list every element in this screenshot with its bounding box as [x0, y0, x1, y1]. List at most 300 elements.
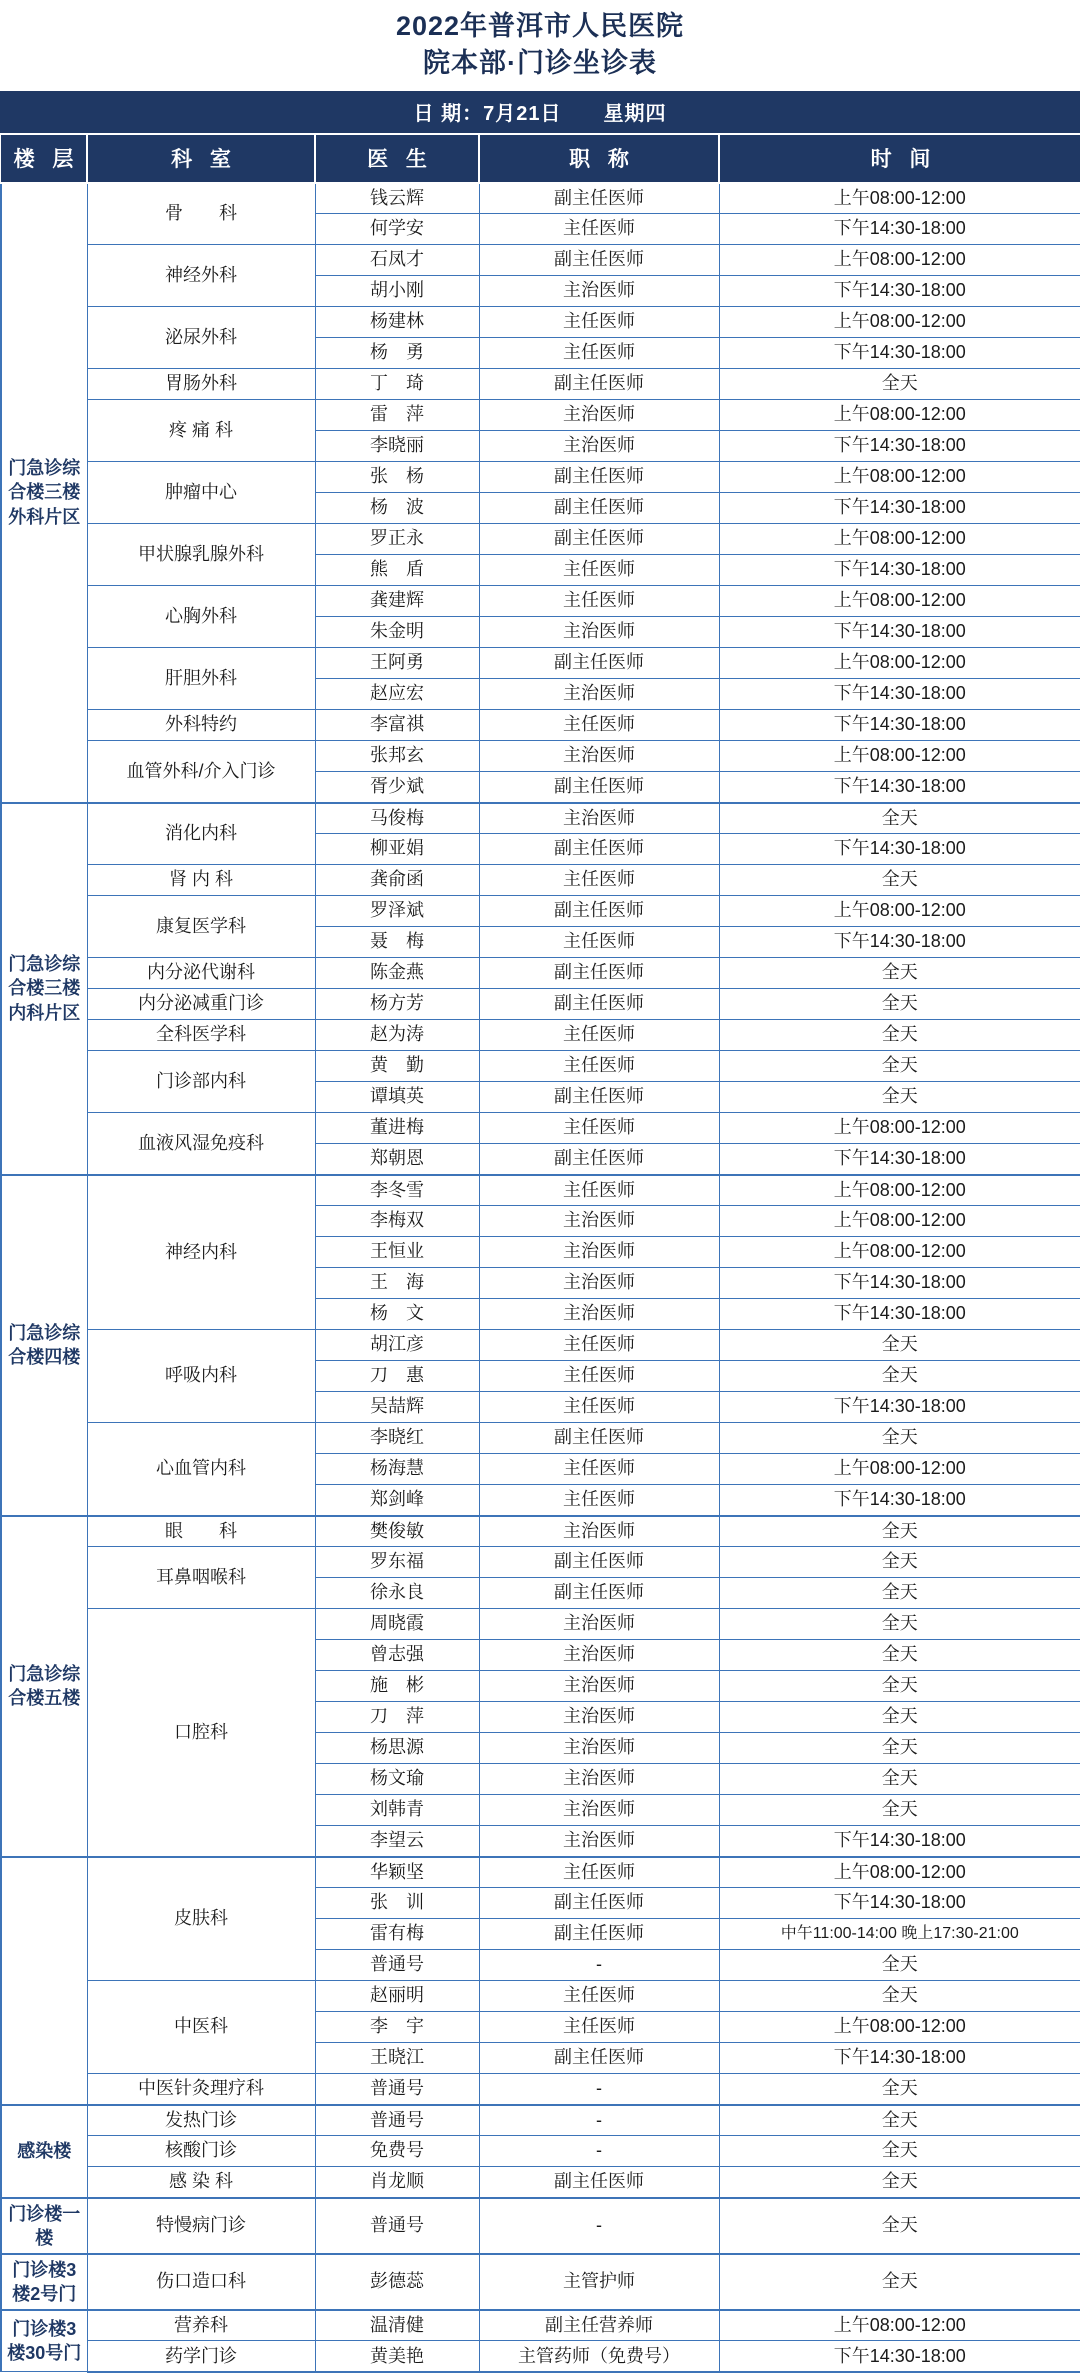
department-cell: 消化内科 [87, 803, 315, 865]
doctor-cell: 钱云辉 [315, 183, 479, 214]
rank-cell: 主任医师 [479, 1981, 719, 2012]
schedule-table [0, 135, 1080, 2373]
doctor-cell: 杨建林 [315, 307, 479, 338]
rank-cell: 副主任医师 [479, 1919, 719, 1950]
table-row [1, 183, 1080, 214]
floor-cell: 感染楼 [1, 2105, 87, 2198]
time-cell: 全天 [719, 2074, 1080, 2105]
department-cell: 心胸外科 [87, 586, 315, 648]
doctor-cell: 徐永良 [315, 1578, 479, 1609]
rank-cell: 副主任医师 [479, 1082, 719, 1113]
department-cell: 中医针灸理疗科 [87, 2074, 315, 2105]
department-cell: 神经内科 [87, 1175, 315, 1330]
department-cell: 骨 科 [87, 183, 315, 245]
time-cell: 下午14:30-18:00 [719, 1826, 1080, 1857]
rank-cell: 主治医师 [479, 1609, 719, 1640]
doctor-cell: 曾志强 [315, 1640, 479, 1671]
floor-cell: 门急诊综合楼四楼 [1, 1175, 87, 1516]
department-cell: 血管外科/介入门诊 [87, 741, 315, 803]
doctor-cell: 李晓红 [315, 1423, 479, 1454]
floor-cell: 门诊楼一楼 [1, 2198, 87, 2254]
floor-cell [1, 1857, 87, 2105]
doctor-cell: 赵丽明 [315, 1981, 479, 2012]
doctor-cell: 丁 琦 [315, 369, 479, 400]
department-cell: 胃肠外科 [87, 369, 315, 400]
time-cell: 全天 [719, 1609, 1080, 1640]
doctor-cell: 柳亚娟 [315, 834, 479, 865]
rank-cell: 主任医师 [479, 1020, 719, 1051]
doctor-cell: 陈金燕 [315, 958, 479, 989]
doctor-cell: 刀 萍 [315, 1702, 479, 1733]
time-cell: 下午14:30-18:00 [719, 2341, 1080, 2372]
rank-cell: 主治医师 [479, 1299, 719, 1330]
doctor-cell: 雷 萍 [315, 400, 479, 431]
time-cell: 下午14:30-18:00 [719, 1268, 1080, 1299]
department-cell: 口腔科 [87, 1609, 315, 1857]
time-cell: 上午08:00-12:00 [719, 1175, 1080, 1206]
rank-cell: 主管护师 [479, 2254, 719, 2310]
time-cell: 下午14:30-18:00 [719, 834, 1080, 865]
time-cell: 上午08:00-12:00 [719, 741, 1080, 772]
rank-cell: 主治医师 [479, 1702, 719, 1733]
doctor-cell: 杨思源 [315, 1733, 479, 1764]
rank-cell: 主治医师 [479, 679, 719, 710]
time-cell: 下午14:30-18:00 [719, 276, 1080, 307]
time-cell: 全天 [719, 1702, 1080, 1733]
rank-cell: 副主任医师 [479, 1144, 719, 1175]
department-cell: 耳鼻咽喉科 [87, 1547, 315, 1609]
rank-cell: 主任医师 [479, 1454, 719, 1485]
rank-cell: 副主任医师 [479, 772, 719, 803]
doctor-cell: 郑剑峰 [315, 1485, 479, 1516]
floor-cell: 门诊楼3楼30号门 [1, 2310, 87, 2372]
rank-cell: 副主任营养师 [479, 2310, 719, 2341]
department-cell: 疼 痛 科 [87, 400, 315, 462]
rank-cell: 副主任医师 [479, 183, 719, 214]
table-row [1, 2167, 1080, 2198]
doctor-cell: 刀 惠 [315, 1361, 479, 1392]
doctor-cell: 马俊梅 [315, 803, 479, 834]
time-cell: 全天 [719, 1547, 1080, 1578]
rank-cell: - [479, 2198, 719, 2254]
time-cell: 下午14:30-18:00 [719, 772, 1080, 803]
doctor-cell: 杨 波 [315, 493, 479, 524]
time-cell: 全天 [719, 1051, 1080, 1082]
time-cell: 全天 [719, 1423, 1080, 1454]
date-bar [0, 89, 1080, 135]
rank-cell: - [479, 2074, 719, 2105]
column-header-doctor: 医 生 [315, 135, 479, 183]
hospital-title-line2: 院本部·门诊坐诊表 [423, 48, 657, 79]
department-cell: 特慢病门诊 [87, 2198, 315, 2254]
rank-cell: 主治医师 [479, 617, 719, 648]
rank-cell: 主治医师 [479, 1640, 719, 1671]
rank-cell: 主任医师 [479, 1113, 719, 1144]
time-cell: 全天 [719, 2105, 1080, 2136]
column-header-floor: 楼 层 [1, 135, 87, 183]
rank-cell: 主任医师 [479, 1857, 719, 1888]
doctor-cell: 普通号 [315, 2198, 479, 2254]
rank-cell: 副主任医师 [479, 493, 719, 524]
department-cell: 中医科 [87, 1981, 315, 2074]
department-cell: 全科医学科 [87, 1020, 315, 1051]
time-cell: 下午14:30-18:00 [719, 927, 1080, 958]
time-cell: 下午14:30-18:00 [719, 1485, 1080, 1516]
time-cell: 全天 [719, 1361, 1080, 1392]
rank-cell: 主治医师 [479, 431, 719, 462]
time-cell: 全天 [719, 2167, 1080, 2198]
rank-cell: 主任医师 [479, 1485, 719, 1516]
table-row [1, 1113, 1080, 1144]
doctor-cell: 石凤才 [315, 245, 479, 276]
table-row [1, 245, 1080, 276]
rank-cell: 主治医师 [479, 276, 719, 307]
time-cell: 上午08:00-12:00 [719, 1857, 1080, 1888]
hospital-title-line1: 2022年普洱市人民医院 [395, 11, 685, 41]
doctor-cell: 龚俞函 [315, 865, 479, 896]
department-cell: 血液风湿免疫科 [87, 1113, 315, 1175]
rank-cell: 主任医师 [479, 1175, 719, 1206]
time-cell: 下午14:30-18:00 [719, 679, 1080, 710]
department-cell: 康复医学科 [87, 896, 315, 958]
doctor-cell: 熊 盾 [315, 555, 479, 586]
doctor-cell: 温清健 [315, 2310, 479, 2341]
time-cell: 全天 [719, 865, 1080, 896]
doctor-cell: 刘韩青 [315, 1795, 479, 1826]
doctor-cell: 张邦玄 [315, 741, 479, 772]
rank-cell: 主任医师 [479, 710, 719, 741]
rank-cell: 副主任医师 [479, 524, 719, 555]
department-cell: 呼吸内科 [87, 1330, 315, 1423]
rank-cell: 主治医师 [479, 803, 719, 834]
rank-cell: 主任医师 [479, 2012, 719, 2043]
rank-cell: - [479, 2105, 719, 2136]
table-row [1, 2310, 1080, 2341]
doctor-cell: 何学安 [315, 214, 479, 245]
doctor-cell: 杨 文 [315, 1299, 479, 1330]
table-row [1, 307, 1080, 338]
table-row [1, 1051, 1080, 1082]
doctor-cell: 樊俊敏 [315, 1516, 479, 1547]
time-cell: 下午14:30-18:00 [719, 617, 1080, 648]
rank-cell: 副主任医师 [479, 1547, 719, 1578]
doctor-cell: 免费号 [315, 2136, 479, 2167]
floor-cell: 门急诊综合楼三楼外科片区 [1, 183, 87, 803]
rank-cell: 主任医师 [479, 1330, 719, 1361]
doctor-cell: 李晓丽 [315, 431, 479, 462]
table-header [1, 135, 1080, 183]
table-row [1, 1423, 1080, 1454]
time-cell: 全天 [719, 1330, 1080, 1361]
table-row [1, 710, 1080, 741]
department-cell: 肝胆外科 [87, 648, 315, 710]
rank-cell: 主任医师 [479, 214, 719, 245]
rank-cell: 主治医师 [479, 1237, 719, 1268]
doctor-cell: 王恒业 [315, 1237, 479, 1268]
table-row [1, 989, 1080, 1020]
doctor-cell: 张 杨 [315, 462, 479, 493]
doctor-cell: 王阿勇 [315, 648, 479, 679]
table-row [1, 586, 1080, 617]
department-cell: 核酸门诊 [87, 2136, 315, 2167]
table-row [1, 741, 1080, 772]
doctor-cell: 龚建辉 [315, 586, 479, 617]
time-cell: 中午11:00-14:00 晚上17:30-21:00 [719, 1919, 1080, 1950]
table-row [1, 1330, 1080, 1361]
column-header-rank: 职 称 [479, 135, 719, 183]
department-cell: 神经外科 [87, 245, 315, 307]
table-body [1, 183, 1080, 2372]
time-cell: 全天 [719, 1671, 1080, 1702]
rank-cell: 主治医师 [479, 1733, 719, 1764]
table-row [1, 1516, 1080, 1547]
rank-cell: 主任医师 [479, 1051, 719, 1082]
doctor-cell: 黄 勤 [315, 1051, 479, 1082]
doctor-cell: 李望云 [315, 1826, 479, 1857]
doctor-cell: 李富祺 [315, 710, 479, 741]
rank-cell: 副主任医师 [479, 989, 719, 1020]
rank-cell: 副主任医师 [479, 462, 719, 493]
time-cell: 下午14:30-18:00 [719, 1299, 1080, 1330]
department-cell: 甲状腺乳腺外科 [87, 524, 315, 586]
rank-cell: 主任医师 [479, 555, 719, 586]
department-cell: 内分泌代谢科 [87, 958, 315, 989]
doctor-cell: 董进梅 [315, 1113, 479, 1144]
doctor-cell: 聂 梅 [315, 927, 479, 958]
column-header-time: 时 间 [719, 135, 1080, 183]
time-cell: 上午08:00-12:00 [719, 1237, 1080, 1268]
doctor-cell: 普通号 [315, 2105, 479, 2136]
rank-cell: 主治医师 [479, 741, 719, 772]
time-cell: 全天 [719, 1020, 1080, 1051]
rank-cell: 副主任医师 [479, 1578, 719, 1609]
department-cell: 门诊部内科 [87, 1051, 315, 1113]
department-cell: 发热门诊 [87, 2105, 315, 2136]
department-cell: 感 染 科 [87, 2167, 315, 2198]
date-value: 7月21日 [483, 102, 562, 125]
rank-cell: 主任医师 [479, 1392, 719, 1423]
floor-cell: 门急诊综合楼五楼 [1, 1516, 87, 1857]
doctor-cell: 胡江彦 [315, 1330, 479, 1361]
table-row [1, 1175, 1080, 1206]
rank-cell: 副主任医师 [479, 2167, 719, 2198]
time-cell: 下午14:30-18:00 [719, 710, 1080, 741]
rank-cell: - [479, 2136, 719, 2167]
doctor-cell: 杨 勇 [315, 338, 479, 369]
doctor-cell: 杨海慧 [315, 1454, 479, 1485]
time-cell: 全天 [719, 1764, 1080, 1795]
time-cell: 全天 [719, 958, 1080, 989]
rank-cell: 副主任医师 [479, 369, 719, 400]
time-cell: 上午08:00-12:00 [719, 2310, 1080, 2341]
title-block [0, 0, 1080, 89]
department-cell: 眼 科 [87, 1516, 315, 1547]
department-cell: 内分泌减重门诊 [87, 989, 315, 1020]
rank-cell: 主管药师（免费号） [479, 2341, 719, 2372]
department-cell: 泌尿外科 [87, 307, 315, 369]
doctor-cell: 华颖坚 [315, 1857, 479, 1888]
doctor-cell: 罗正永 [315, 524, 479, 555]
rank-cell: 主治医师 [479, 1671, 719, 1702]
time-cell: 下午14:30-18:00 [719, 493, 1080, 524]
doctor-cell: 胥少斌 [315, 772, 479, 803]
department-cell: 伤口造口科 [87, 2254, 315, 2310]
time-cell: 上午08:00-12:00 [719, 896, 1080, 927]
time-cell: 下午14:30-18:00 [719, 1144, 1080, 1175]
department-cell: 心血管内科 [87, 1423, 315, 1516]
floor-cell: 门诊楼3楼2号门 [1, 2254, 87, 2310]
time-cell: 下午14:30-18:00 [719, 555, 1080, 586]
time-cell: 上午08:00-12:00 [719, 400, 1080, 431]
table-row [1, 369, 1080, 400]
doctor-cell: 李梅双 [315, 1206, 479, 1237]
time-cell: 全天 [719, 1082, 1080, 1113]
doctor-cell: 郑朝恩 [315, 1144, 479, 1175]
table-row [1, 2341, 1080, 2372]
doctor-cell: 施 彬 [315, 1671, 479, 1702]
time-cell: 上午08:00-12:00 [719, 183, 1080, 214]
table-row [1, 2074, 1080, 2105]
time-cell: 上午08:00-12:00 [719, 524, 1080, 555]
time-cell: 下午14:30-18:00 [719, 2043, 1080, 2074]
rank-cell: 主任医师 [479, 586, 719, 617]
rank-cell: 主任医师 [479, 865, 719, 896]
time-cell: 全天 [719, 1981, 1080, 2012]
rank-cell: 副主任医师 [479, 1423, 719, 1454]
table-row [1, 2254, 1080, 2310]
time-cell: 上午08:00-12:00 [719, 1454, 1080, 1485]
rank-cell: 副主任医师 [479, 2043, 719, 2074]
rank-cell: 主治医师 [479, 1795, 719, 1826]
column-header-department: 科 室 [87, 135, 315, 183]
time-cell: 全天 [719, 1950, 1080, 1981]
table-row [1, 462, 1080, 493]
table-row [1, 1020, 1080, 1051]
doctor-cell: 肖龙顺 [315, 2167, 479, 2198]
table-row [1, 1857, 1080, 1888]
doctor-cell: 罗泽斌 [315, 896, 479, 927]
time-cell: 上午08:00-12:00 [719, 2012, 1080, 2043]
table-row [1, 648, 1080, 679]
table-row [1, 524, 1080, 555]
rank-cell: 主任医师 [479, 1361, 719, 1392]
table-row [1, 865, 1080, 896]
time-cell: 全天 [719, 803, 1080, 834]
rank-cell: 主治医师 [479, 1268, 719, 1299]
weekday-value: 星期四 [603, 102, 667, 125]
table-row [1, 2136, 1080, 2167]
time-cell: 上午08:00-12:00 [719, 1113, 1080, 1144]
table-row [1, 803, 1080, 834]
doctor-cell: 胡小刚 [315, 276, 479, 307]
rank-cell: 主治医师 [479, 1516, 719, 1547]
doctor-cell: 杨文瑜 [315, 1764, 479, 1795]
doctor-cell: 周晓霞 [315, 1609, 479, 1640]
rank-cell: 主治医师 [479, 1206, 719, 1237]
doctor-cell: 赵应宏 [315, 679, 479, 710]
doctor-cell: 黄美艳 [315, 2341, 479, 2372]
time-cell: 下午14:30-18:00 [719, 1392, 1080, 1423]
table-row [1, 1609, 1080, 1640]
time-cell: 上午08:00-12:00 [719, 245, 1080, 276]
time-cell: 上午08:00-12:00 [719, 307, 1080, 338]
department-cell: 皮肤科 [87, 1857, 315, 1981]
doctor-cell: 普通号 [315, 1950, 479, 1981]
time-cell: 上午08:00-12:00 [719, 462, 1080, 493]
time-cell: 全天 [719, 1795, 1080, 1826]
table-row [1, 400, 1080, 431]
time-cell: 上午08:00-12:00 [719, 1206, 1080, 1237]
time-cell: 全天 [719, 2198, 1080, 2254]
rank-cell: 主治医师 [479, 1826, 719, 1857]
doctor-cell: 吴喆辉 [315, 1392, 479, 1423]
time-cell: 全天 [719, 2136, 1080, 2167]
department-cell: 肿瘤中心 [87, 462, 315, 524]
doctor-cell: 李冬雪 [315, 1175, 479, 1206]
rank-cell: 主任医师 [479, 307, 719, 338]
doctor-cell: 杨方芳 [315, 989, 479, 1020]
table-row [1, 2105, 1080, 2136]
time-cell: 下午14:30-18:00 [719, 1888, 1080, 1919]
department-cell: 外科特约 [87, 710, 315, 741]
rank-cell: 主治医师 [479, 1764, 719, 1795]
doctor-cell: 李 宇 [315, 2012, 479, 2043]
rank-cell: - [479, 1950, 719, 1981]
doctor-cell: 赵为涛 [315, 1020, 479, 1051]
rank-cell: 主任医师 [479, 927, 719, 958]
time-cell: 全天 [719, 1733, 1080, 1764]
table-row [1, 2198, 1080, 2254]
doctor-cell: 罗东福 [315, 1547, 479, 1578]
rank-cell: 副主任医师 [479, 1888, 719, 1919]
time-cell: 全天 [719, 2254, 1080, 2310]
rank-cell: 主治医师 [479, 400, 719, 431]
department-cell: 营养科 [87, 2310, 315, 2341]
doctor-cell: 谭填英 [315, 1082, 479, 1113]
floor-cell: 门急诊综合楼三楼内科片区 [1, 803, 87, 1175]
time-cell: 全天 [719, 1640, 1080, 1671]
table-row [1, 1547, 1080, 1578]
rank-cell: 副主任医师 [479, 648, 719, 679]
rank-cell: 副主任医师 [479, 896, 719, 927]
time-cell: 全天 [719, 1578, 1080, 1609]
time-cell: 上午08:00-12:00 [719, 648, 1080, 679]
doctor-cell: 普通号 [315, 2074, 479, 2105]
rank-cell: 主任医师 [479, 338, 719, 369]
time-cell: 下午14:30-18:00 [719, 338, 1080, 369]
doctor-cell: 雷有梅 [315, 1919, 479, 1950]
rank-cell: 副主任医师 [479, 834, 719, 865]
time-cell: 下午14:30-18:00 [719, 431, 1080, 462]
table-row [1, 1981, 1080, 2012]
time-cell: 全天 [719, 989, 1080, 1020]
doctor-cell: 王 海 [315, 1268, 479, 1299]
time-cell: 全天 [719, 1516, 1080, 1547]
doctor-cell: 王晓江 [315, 2043, 479, 2074]
time-cell: 下午14:30-18:00 [719, 214, 1080, 245]
rank-cell: 副主任医师 [479, 958, 719, 989]
doctor-cell: 朱金明 [315, 617, 479, 648]
table-row [1, 958, 1080, 989]
doctor-cell: 张 训 [315, 1888, 479, 1919]
doctor-cell: 彭德蕊 [315, 2254, 479, 2310]
department-cell: 药学门诊 [87, 2341, 315, 2372]
table-row [1, 896, 1080, 927]
time-cell: 上午08:00-12:00 [719, 586, 1080, 617]
time-cell: 全天 [719, 369, 1080, 400]
rank-cell: 副主任医师 [479, 245, 719, 276]
department-cell: 肾 内 科 [87, 865, 315, 896]
